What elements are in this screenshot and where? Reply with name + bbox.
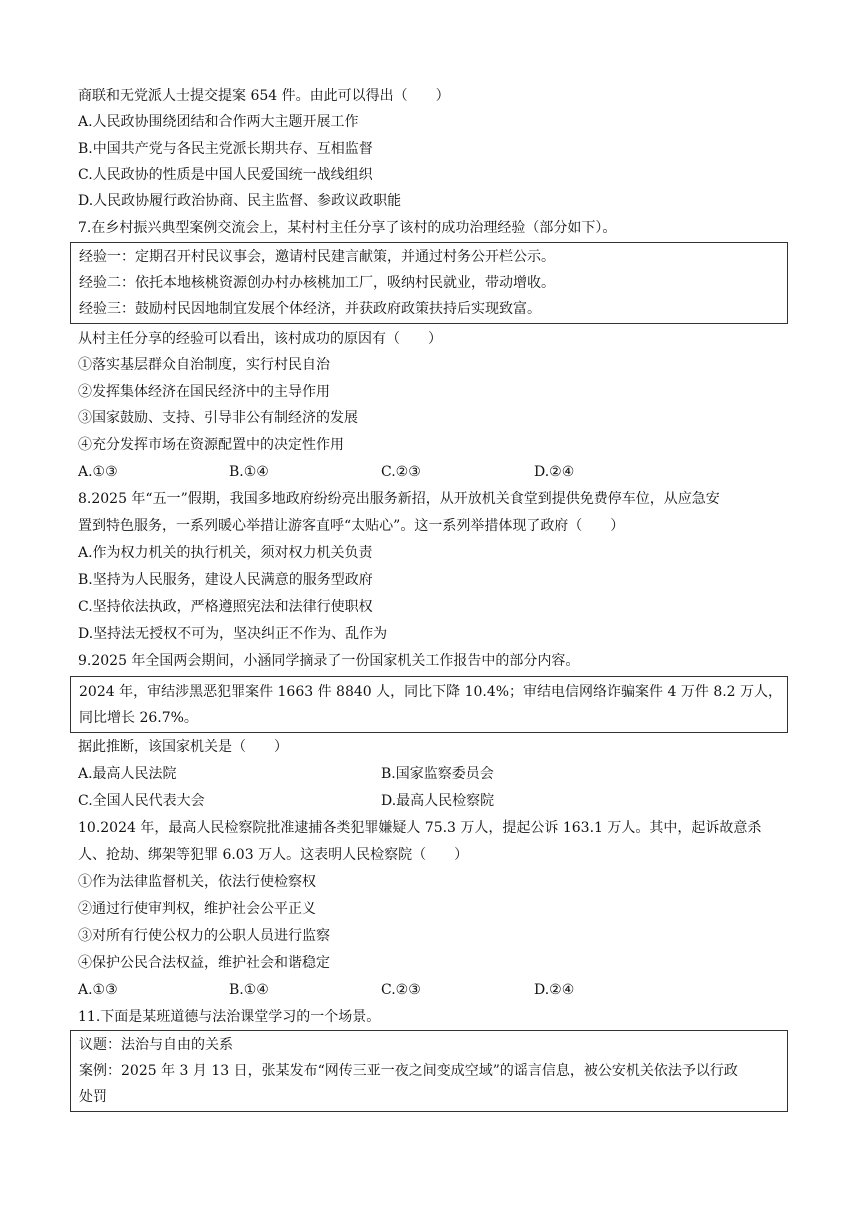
q7-option-d: D.②④ [534, 464, 575, 480]
q7-experience-3: 经验三：鼓励村民因地制宜发展个体经济，并获政府政策扶持后实现致富。 [79, 301, 541, 317]
q9-option-b: B.国家监察委员会 [381, 766, 494, 782]
q7-item-4: ④充分发挥市场在资源配置中的决定性作用 [78, 437, 344, 453]
q10-item-2: ②通过行使审判权，维护社会公平正义 [78, 901, 316, 917]
q7-stem: 7.在乡村振兴典型案例交流会上，某村村主任分享了该村的成功治理经验（部分如下）。 [78, 220, 617, 236]
q11-stem: 11.下面是某班道德与法治课堂学习的一个场景。 [78, 1009, 381, 1025]
q10-option-d: D.②④ [534, 982, 575, 998]
q9-report-line2: 同比增长 26.7%。 [79, 710, 198, 726]
q11-topic: 议题：法治与自由的关系 [79, 1037, 233, 1053]
q7-experience-1: 经验一：定期召开村民议事会，邀请村民建言献策，并通过村务公开栏公示。 [79, 249, 555, 265]
q6-option-d: D.人民政协履行政治协商、民主监督、参政议政职能 [78, 193, 402, 209]
q7-experience-2: 经验二：依托本地核桃资源创办村办核桃加工厂，吸纳村民就业，带动增收。 [79, 275, 555, 291]
q9-stem: 9.2025 年全国两会期间，小涵同学摘录了一份国家机关工作报告中的部分内容。 [78, 653, 580, 669]
q9-option-c: C.全国人民代表大会 [78, 793, 205, 809]
q6-option-b: B.中国共产党与各民主党派长期共存、互相监督 [78, 141, 373, 157]
q8-option-b: B.坚持为人民服务，建设人民满意的服务型政府 [78, 572, 373, 588]
q7-item-2: ②发挥集体经济在国民经济中的主导作用 [78, 384, 330, 400]
q7-option-a: A.①③ [78, 464, 118, 480]
q9-option-a: A.最高人民法院 [78, 766, 177, 782]
q10-item-4: ④保护公民合法权益，维护社会和谐稳定 [78, 955, 330, 971]
q11-case-line2: 处罚 [79, 1089, 107, 1105]
q6-option-c: C.人民政协的性质是中国人民爱国统一战线组织 [78, 167, 373, 183]
q6-stem-tail: 商联和无党派人士提交提案 654 件。由此可以得出（ ） [78, 88, 450, 104]
q9-report-box [70, 676, 788, 733]
q11-case-line1: 案例：2025 年 3 月 13 日，张某发布“网传三亚一夜之间变成空域”的谣言信息，被公安机关依法予以行政 [79, 1063, 738, 1079]
q6-option-a: A.人民政协围绕团结和合作两大主题开展工作 [78, 114, 359, 130]
q8-option-a: A.作为权力机关的执行机关，须对权力机关负责 [78, 545, 373, 561]
q7-experience-box [70, 242, 788, 324]
q7-question: 从村主任分享的经验可以看出，该村成功的原因有（ ） [78, 331, 442, 347]
q7-option-c: C.②③ [381, 464, 421, 480]
q9-option-d: D.最高人民检察院 [381, 793, 495, 809]
q8-option-c: C.坚持依法执政，严格遵照宪法和法律行使职权 [78, 599, 373, 615]
q7-item-3: ③国家鼓励、支持、引导非公有制经济的发展 [78, 410, 358, 426]
q7-item-1: ①落实基层群众自治制度，实行村民自治 [78, 357, 330, 373]
q10-item-1: ①作为法律监督机关，依法行使检察权 [78, 874, 316, 890]
q9-report-line1: 2024 年，审结涉黑恶犯罪案件 1663 件 8840 人，同比下降 10.4%；审结电信网络诈骗案件 4 万件 8.2 万人， [79, 684, 783, 700]
q9-question: 据此推断，该国家机关是（ ） [78, 739, 288, 755]
q10-stem-line2: 人、抢劫、绑架等犯罪 6.03 万人。这表明人民检察院（ ） [78, 847, 469, 863]
q10-option-c: C.②③ [381, 982, 421, 998]
q7-option-b: B.①④ [229, 464, 269, 480]
q8-option-d: D.坚持法无授权不可为，坚决纠正不作为、乱作为 [78, 626, 388, 642]
q10-item-3: ③对所有行使公权力的公职人员进行监察 [78, 928, 330, 944]
q10-option-b: B.①④ [229, 982, 269, 998]
q10-option-a: A.①③ [78, 982, 118, 998]
q8-stem-line1: 8.2025 年“五一”假期，我国多地政府纷纷亮出服务新招，从开放机关食堂到提供免费停车位，从应急安 [78, 491, 720, 507]
q8-stem-line2: 置到特色服务，一系列暖心举措让游客直呼“太贴心”。这一系列举措体现了政府（ ） [78, 518, 625, 534]
q11-scene-box [70, 1030, 788, 1112]
q10-stem-line1: 10.2024 年，最高人民检察院批准逮捕各类犯罪嫌疑人 75.3 万人，提起公诉 163.1 万人。其中，起诉故意杀 [78, 820, 762, 836]
